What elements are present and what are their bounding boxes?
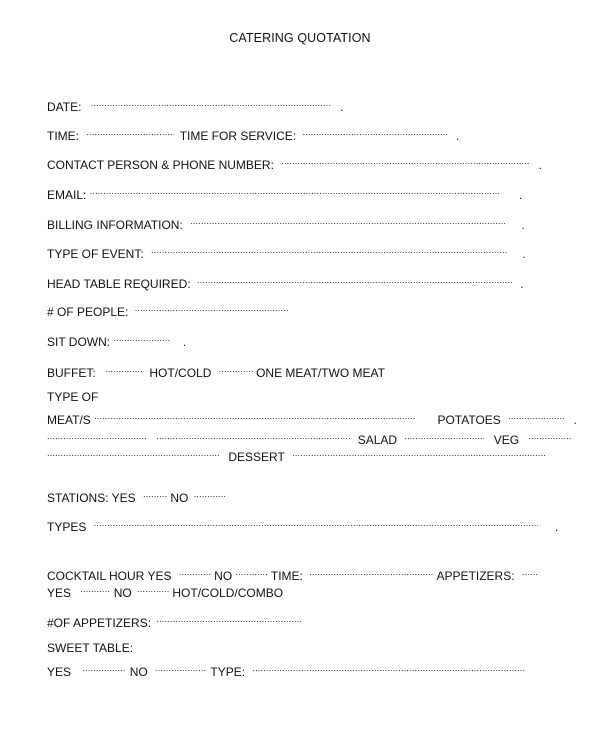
contact-row bbox=[47, 153, 542, 172]
contact-blank[interactable] bbox=[281, 153, 529, 169]
time-blank[interactable] bbox=[86, 124, 174, 140]
cocktail-no-label: NO bbox=[214, 569, 233, 583]
sweet-table-label: SWEET TABLE: bbox=[47, 641, 134, 655]
stations-label: STATIONS: YES bbox=[47, 491, 136, 505]
buffet-blank[interactable] bbox=[105, 361, 143, 377]
head-table-blank[interactable] bbox=[197, 272, 513, 288]
type-of-row bbox=[47, 389, 98, 405]
stations-yes-blank[interactable] bbox=[143, 486, 167, 502]
type-of-event-label: TYPE OF EVENT: bbox=[47, 247, 144, 261]
sweet-type-label: TYPE: bbox=[210, 665, 246, 679]
sweet-no-label: NO bbox=[129, 665, 148, 679]
meats-row bbox=[47, 408, 577, 427]
date-row bbox=[47, 95, 344, 114]
num-appetizers-blank[interactable] bbox=[156, 611, 302, 627]
no-blank[interactable] bbox=[137, 581, 169, 597]
meats-continued-blank[interactable] bbox=[47, 428, 147, 444]
buffet-row bbox=[47, 361, 385, 380]
sweet-yes-label: YES bbox=[47, 665, 72, 679]
salad-row bbox=[47, 428, 572, 447]
cocktail-row bbox=[47, 564, 538, 583]
sweet-no-blank[interactable] bbox=[155, 660, 207, 676]
date-blank[interactable] bbox=[91, 95, 331, 111]
type-of-label: TYPE OF bbox=[47, 390, 99, 404]
cocktail-time-label: TIME: bbox=[270, 569, 303, 583]
appetizers-label: APPETIZERS: bbox=[436, 569, 515, 583]
appetizers-blank[interactable] bbox=[522, 564, 538, 580]
stations-no-blank[interactable] bbox=[194, 486, 226, 502]
email-row bbox=[47, 183, 523, 202]
dessert-label: DESSERT bbox=[228, 450, 285, 464]
yes-blank[interactable] bbox=[80, 581, 110, 597]
meats-label: MEAT/S bbox=[47, 413, 91, 427]
one-meat-label: ONE MEAT/TWO MEAT bbox=[256, 366, 385, 380]
hot-cold-label: HOT/COLD bbox=[149, 366, 212, 380]
yes-label: YES bbox=[47, 586, 72, 600]
num-appetizers-label: #OF APPETIZERS: bbox=[47, 616, 152, 630]
sweet-table-row bbox=[47, 640, 133, 656]
salad-blank[interactable] bbox=[404, 428, 484, 444]
period: . bbox=[182, 335, 187, 349]
cocktail-label: COCKTAIL HOUR YES bbox=[47, 569, 172, 583]
sweet-yes-blank[interactable] bbox=[82, 660, 126, 676]
cocktail-yes-blank[interactable] bbox=[179, 564, 211, 580]
period: . bbox=[573, 413, 577, 427]
dessert-blank[interactable] bbox=[292, 445, 546, 461]
sweet-options-row bbox=[47, 660, 526, 679]
veg-blank[interactable] bbox=[528, 428, 572, 444]
sit-down-row bbox=[47, 330, 187, 349]
time-label: TIME: bbox=[47, 129, 79, 143]
no-label: NO bbox=[113, 586, 132, 600]
time-for-service-blank[interactable] bbox=[303, 124, 447, 140]
num-people-blank[interactable] bbox=[135, 300, 289, 316]
contact-label: CONTACT PERSON & PHONE NUMBER: bbox=[47, 158, 274, 172]
billing-row bbox=[47, 213, 525, 232]
period: . bbox=[521, 218, 525, 232]
billing-blank[interactable] bbox=[190, 213, 506, 229]
sweet-type-blank[interactable] bbox=[252, 660, 526, 676]
veg-label: VEG bbox=[493, 433, 520, 447]
hot-cold-blank[interactable] bbox=[219, 361, 253, 377]
sit-down-label: SIT DOWN: bbox=[47, 335, 111, 349]
types-blank[interactable] bbox=[94, 515, 538, 531]
potatoes-label: POTATOES bbox=[437, 413, 501, 427]
billing-label: BILLING INFORMATION: bbox=[47, 218, 183, 232]
types-row bbox=[47, 515, 559, 534]
time-for-service-label: TIME FOR SERVICE: bbox=[179, 129, 297, 143]
period: . bbox=[519, 188, 523, 202]
period: . bbox=[455, 129, 460, 143]
period: . bbox=[555, 520, 559, 534]
period: . bbox=[522, 247, 526, 261]
buffet-label: BUFFET: bbox=[47, 366, 96, 380]
period: . bbox=[538, 158, 542, 172]
hot-cold-combo-label: HOT/COLD/COMBO bbox=[172, 586, 284, 600]
date-label: DATE: bbox=[47, 100, 82, 114]
cocktail-no-blank[interactable] bbox=[236, 564, 268, 580]
sit-down-blank[interactable] bbox=[113, 330, 171, 346]
num-appetizers-row bbox=[47, 611, 302, 630]
stations-row bbox=[47, 486, 226, 505]
meats-blank[interactable] bbox=[94, 408, 416, 424]
head-table-row bbox=[47, 272, 524, 291]
stations-no-label: NO bbox=[170, 491, 189, 505]
type-of-event-row bbox=[47, 242, 526, 261]
time-row bbox=[47, 124, 460, 143]
salad-label: SALAD bbox=[357, 433, 398, 447]
dessert-row bbox=[47, 445, 546, 464]
head-table-label: HEAD TABLE REQUIRED: bbox=[47, 277, 191, 291]
potatoes-blank[interactable] bbox=[508, 408, 564, 424]
types-label: TYPES bbox=[47, 520, 87, 534]
period: . bbox=[340, 100, 344, 114]
type-of-event-blank[interactable] bbox=[151, 242, 507, 258]
email-label: EMAIL: bbox=[47, 188, 87, 202]
meats-continued-blank-2[interactable] bbox=[156, 428, 350, 444]
num-people-label: # OF PEOPLE: bbox=[47, 305, 129, 319]
document-title: CATERING QUOTATION bbox=[229, 31, 371, 45]
num-people-row bbox=[47, 300, 289, 319]
period: . bbox=[520, 277, 524, 291]
appetizer-options-row bbox=[47, 581, 284, 600]
cocktail-time-blank[interactable] bbox=[309, 564, 433, 580]
dessert-pre-blank[interactable] bbox=[47, 445, 219, 461]
email-blank[interactable] bbox=[90, 183, 500, 199]
